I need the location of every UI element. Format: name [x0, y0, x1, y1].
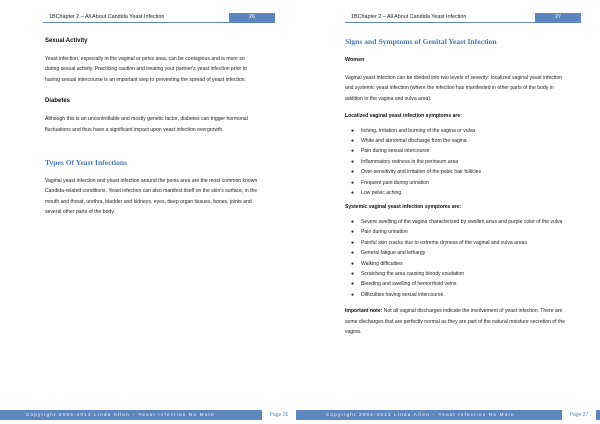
paragraph-intro: Vaginal yeast infection can be divided into two levels of severity: localized vaginal yeast infection and systemic yeast infection (where the infection has manifested in other parts of the body in addition to the vagina and vulva area).: [345, 75, 563, 102]
right-running-head: [345, 13, 581, 22]
localized-symptoms-heading: Localized vaginal yeast infection symptoms are:: [345, 113, 462, 120]
list-item: ● Itching, irritation and burning of the vagina or vulva: [351, 127, 476, 134]
list-item: ● Inflammatory redness in the perineum area: [351, 158, 459, 165]
right-footer: [300, 410, 600, 420]
list-item: ● Frequent pain during urination: [351, 179, 429, 186]
page-number-tab: 26: [229, 13, 275, 22]
list-item: ● White and abnormal discharge from the vagina: [351, 138, 467, 145]
list-item: ● Difficulties having sexual intercourse.: [351, 291, 445, 298]
footer-copyright: Copyright 2004-2013 Linda Allen – Yeast Infection No More: [326, 412, 515, 417]
list-item: ● Low pelvic aching.: [351, 190, 403, 197]
footer-page-label: Page 27: [562, 410, 596, 420]
systemic-symptoms-list: [345, 217, 567, 300]
section-heading-types: Types Of Yeast Infections: [45, 158, 128, 168]
right-page: [300, 0, 600, 424]
left-page-content: [45, 36, 259, 218]
page-number-tab: 27: [535, 13, 581, 22]
footer-copyright: Copyright 2004-2013 Linda Allen – Yeast Infection No More: [26, 412, 215, 417]
localized-symptoms-list: [345, 126, 567, 199]
left-footer: [0, 410, 300, 420]
systemic-symptoms-heading: Systemic vaginal yeast infection symptoms are:: [345, 204, 462, 211]
section-heading-diabetes: Diabetes: [45, 98, 71, 105]
list-item: ● Painful skin cracks due to extreme dryness of the vaginal and vulva areas: [351, 239, 527, 246]
running-head-title: 1BChapter 2 – All About Candida Yeast Infection: [49, 14, 165, 20]
list-item: ● Scratching the area causing bloody exudation: [351, 270, 465, 277]
section-heading-sexual-activity: Sexual Activity: [45, 38, 88, 44]
paragraph-diabetes: Although this is an uncontrollable and mostly genetic factor, diabetes can trigger hormonal fluctuations and thus have a significant impact upon yeast infection overgrowth.: [45, 116, 248, 133]
list-item: ● Bleeding and swelling of hemorrhoid veins: [351, 281, 457, 288]
important-note-label: Important note:: [345, 308, 383, 315]
paragraph-sexual-activity: Yeast infection, especially in the vaginal or penis area, can be contagious and is more so during sexual activity. Practicing caution and treating your partner's yeast infection prior to having sexual intercourse is an important step to preventing the spread of yeast infection.: [45, 56, 247, 83]
header-rule: [345, 22, 581, 23]
list-item: ● Pain during urination: [351, 229, 408, 236]
header-rule: [43, 22, 275, 23]
left-running-head: [43, 13, 275, 22]
important-note: [345, 306, 567, 337]
list-item: ● Severe swelling of the vagina characterized by swollen anus and purple color of the vulva: [351, 218, 563, 225]
running-head-title: 1BChapter 2 – All About Candida Yeast Infection: [351, 14, 467, 20]
subheading-women: Women: [345, 57, 365, 63]
list-item: ● Walking difficulties: [351, 260, 403, 267]
list-item: ● General fatigue and lethargy: [351, 250, 426, 257]
list-item: ● Over-sensitivity and irritation of the pubic hair follicles: [351, 169, 482, 176]
list-item: ● Pain during sexual intercourse: [351, 148, 430, 155]
footer-page-label: Page 26: [262, 410, 296, 420]
paragraph-types: Vaginal yeast infection and yeast infection around the penis area are the most common known Candida-related conditions. Yeast infection can also manifest itself on the skin's surface, in the mouth and throat, urethra, bladder and kidneys, eyes, deep organ tissues, bones, joints and several other parts of the body.: [45, 178, 258, 216]
page-section-title: Signs and Symptoms of Genital Yeast Infection: [345, 37, 497, 46]
right-page-content: [345, 36, 567, 337]
important-note-text: Not all vaginal discharges indicate the involvement of yeast infection. There are some discharges that are perfectly normal as they are part of the natural moisture secretion of the vagina.: [345, 308, 565, 335]
